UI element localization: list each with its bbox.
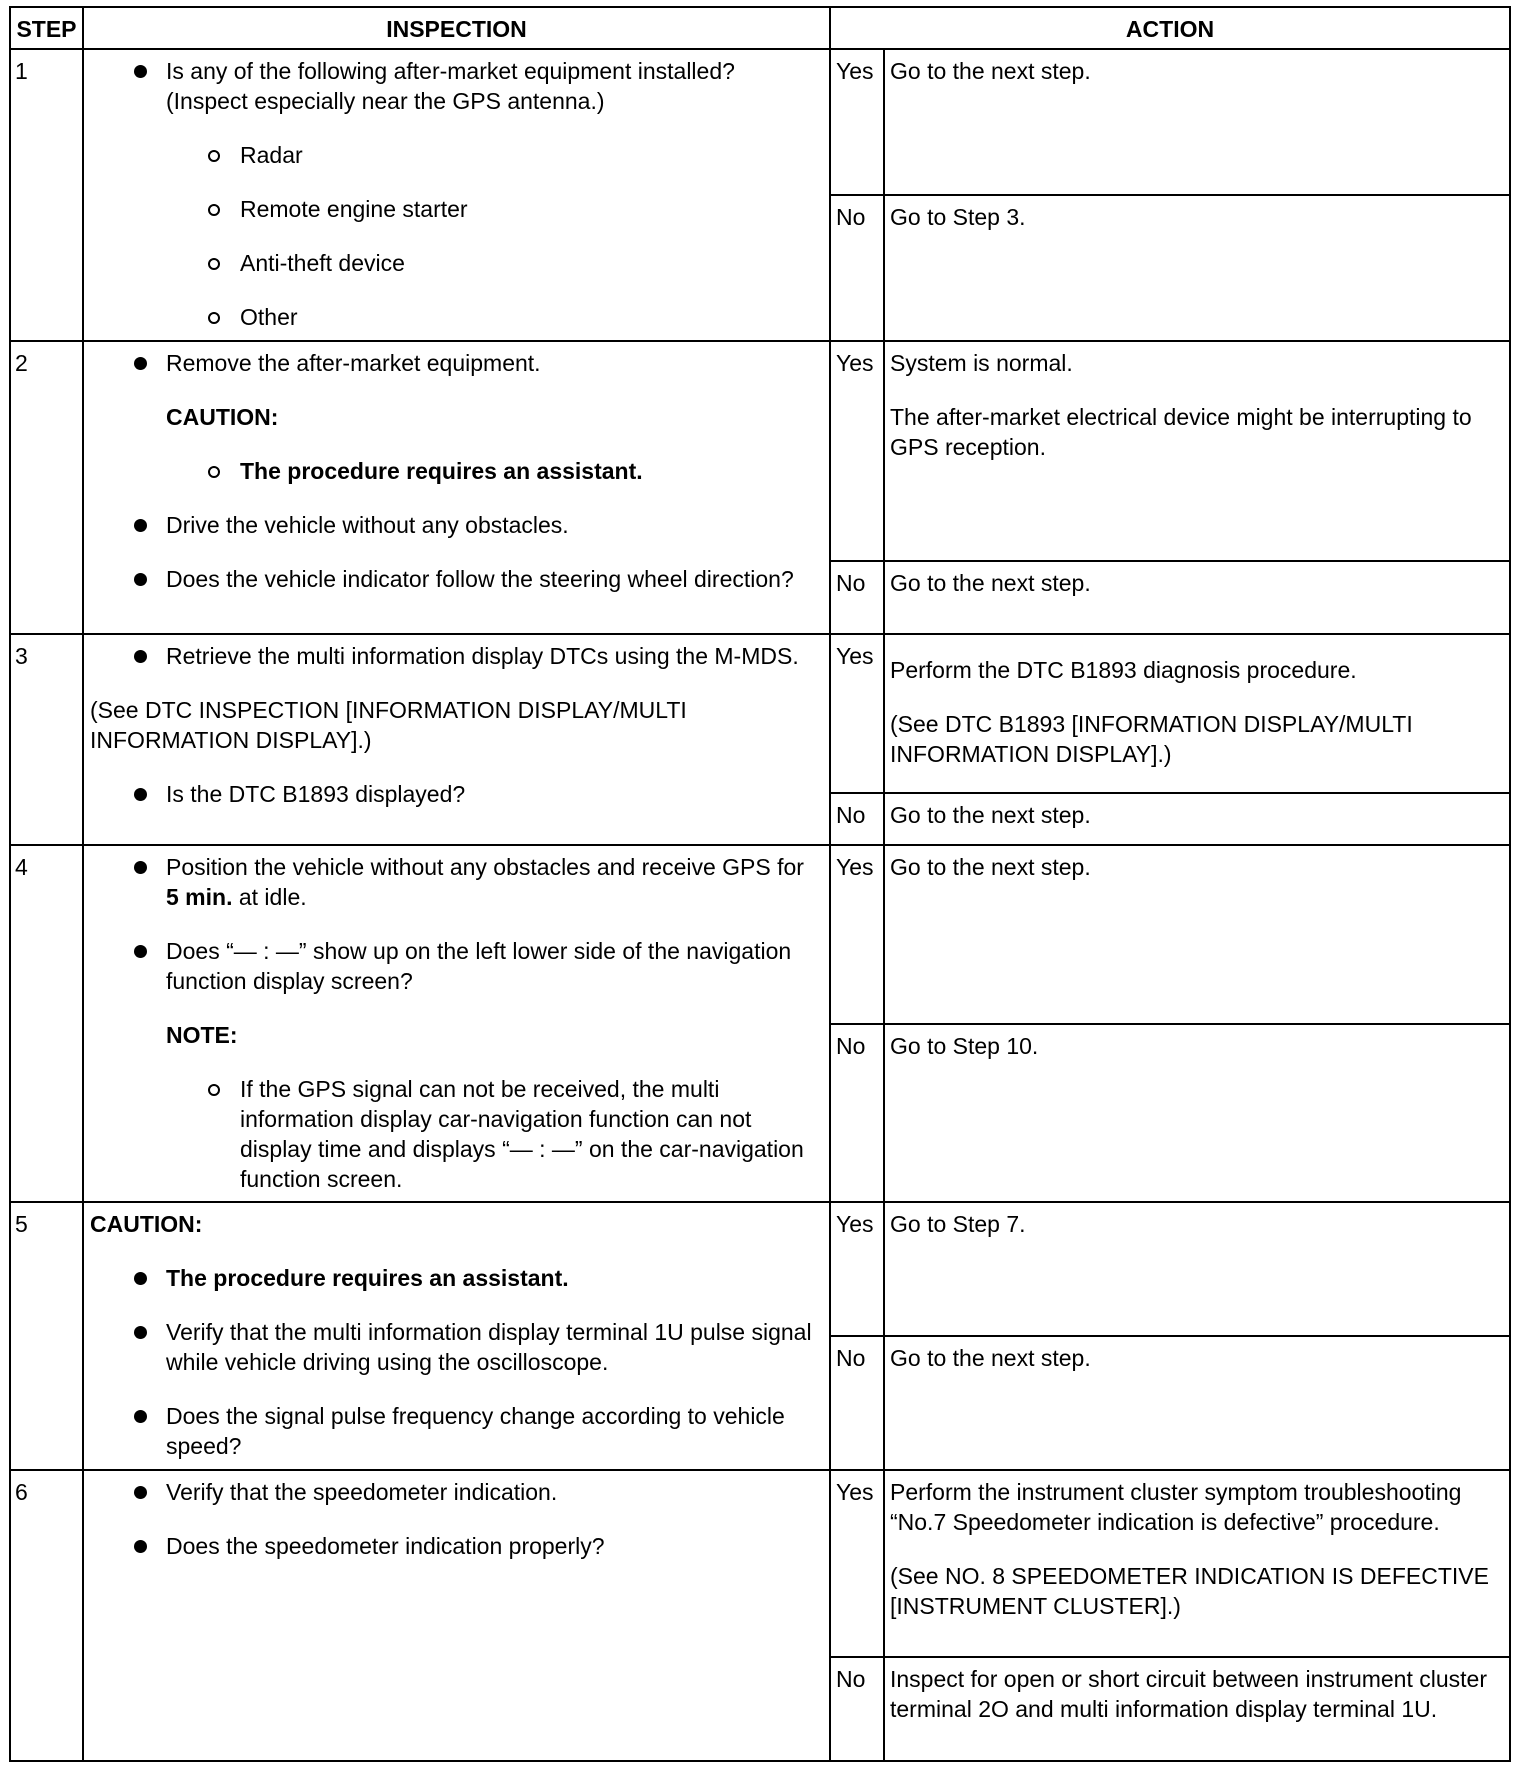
action-no: Inspect for open or short circuit between instrument cluster terminal 2O and multi information display terminal 1U. xyxy=(884,1657,1510,1761)
action-text: (See DTC B1893 [INFORMATION DISPLAY/MULTI INFORMATION DISPLAY].) xyxy=(890,711,1413,767)
sub-bullet-item: Remote engine starter xyxy=(90,194,815,224)
action-text: Perform the instrument cluster symptom troubleshooting “No.7 Speedometer indication is defective” procedure. xyxy=(890,1479,1462,1535)
bullet-text-bold: 5 min. xyxy=(166,884,233,910)
step-number: 6 xyxy=(10,1470,83,1761)
action-yes: Go to Step 7. xyxy=(884,1202,1510,1336)
header-step: STEP xyxy=(10,7,83,49)
header-action: ACTION xyxy=(830,7,1510,49)
troubleshooting-page xyxy=(9,6,1509,1762)
step-4-inspection xyxy=(83,845,830,1202)
bullet-item: Verify that the multi information display terminal 1U pulse signal while vehicle driving using the oscilloscope. xyxy=(90,1317,815,1377)
sub-bullet-item: Anti-theft device xyxy=(90,248,815,278)
bullet-item: Does the signal pulse frequency change according to vehicle speed? xyxy=(90,1401,815,1461)
step-5-yes-row xyxy=(10,1202,1510,1336)
caution-label: CAUTION: xyxy=(90,1211,203,1237)
action-no: Go to Step 10. xyxy=(884,1024,1510,1202)
see-reference: (See DTC INSPECTION [INFORMATION DISPLAY/MULTI INFORMATION DISPLAY].) xyxy=(90,697,687,753)
step-5-inspection xyxy=(83,1202,830,1470)
sub-bullet-item: Other xyxy=(90,302,815,332)
action-no: Go to the next step. xyxy=(884,1336,1510,1470)
step-3-yes-row xyxy=(10,634,1510,793)
answer-yes: Yes xyxy=(830,1470,884,1657)
bullet-text: Position the vehicle without any obstacles and receive GPS for xyxy=(166,854,804,880)
step-1-yes-row xyxy=(10,49,1510,195)
answer-no: No xyxy=(830,793,884,845)
header-inspection: INSPECTION xyxy=(83,7,830,49)
bullet-item: Is the DTC B1893 displayed? xyxy=(90,779,815,809)
step-number: 5 xyxy=(10,1202,83,1470)
bullet-text: at idle. xyxy=(232,884,307,910)
bullet-item: Remove the after-market equipment. xyxy=(90,348,815,378)
action-no: Go to the next step. xyxy=(884,793,1510,845)
answer-yes: Yes xyxy=(830,49,884,195)
step-6-yes-row xyxy=(10,1470,1510,1657)
step-number: 1 xyxy=(10,49,83,341)
answer-no: No xyxy=(830,195,884,341)
bullet-item: Is any of the following after-market equipment installed? (Inspect especially near the GPS antenna.) xyxy=(90,56,815,116)
bullet-item xyxy=(90,852,815,912)
action-text: System is normal. xyxy=(890,350,1073,376)
action-yes xyxy=(884,634,1510,793)
answer-no: No xyxy=(830,1336,884,1470)
step-number: 3 xyxy=(10,634,83,845)
answer-no: No xyxy=(830,1657,884,1761)
action-yes xyxy=(884,341,1510,561)
answer-yes: Yes xyxy=(830,341,884,561)
step-number: 4 xyxy=(10,845,83,1202)
action-yes: Go to the next step. xyxy=(884,845,1510,1024)
bullet-item: Does the speedometer indication properly? xyxy=(90,1531,815,1561)
action-text: The after-market electrical device might be interrupting to GPS reception. xyxy=(890,404,1472,460)
step-4-yes-row xyxy=(10,845,1510,1024)
header-row xyxy=(10,7,1510,49)
bullet-item: Verify that the speedometer indication. xyxy=(90,1477,815,1507)
note-item: If the GPS signal can not be received, the multi information display car-navigation function can not display time and displays “— : —” on the car-navigation function screen. xyxy=(90,1074,815,1194)
step-number: 2 xyxy=(10,341,83,634)
step-1-inspection xyxy=(83,49,830,341)
action-text: (See NO. 8 SPEEDOMETER INDICATION IS DEFECTIVE [INSTRUMENT CLUSTER].) xyxy=(890,1563,1489,1619)
sub-bullet-item: Radar xyxy=(90,140,815,170)
action-yes xyxy=(884,1470,1510,1657)
step-3-inspection xyxy=(83,634,830,845)
action-text: Perform the DTC B1893 diagnosis procedure. xyxy=(890,657,1357,683)
caution-item: The procedure requires an assistant. xyxy=(90,1263,815,1293)
step-6-inspection xyxy=(83,1470,830,1761)
answer-yes: Yes xyxy=(830,634,884,793)
bullet-item: Does the vehicle indicator follow the steering wheel direction? xyxy=(90,564,815,594)
action-no: Go to Step 3. xyxy=(884,195,1510,341)
step-2-inspection xyxy=(83,341,830,634)
action-no: Go to the next step. xyxy=(884,561,1510,634)
answer-yes: Yes xyxy=(830,845,884,1024)
bullet-item: Retrieve the multi information display DTCs using the M-MDS. xyxy=(90,641,815,671)
diagnostic-table xyxy=(9,6,1511,1762)
action-yes: Go to the next step. xyxy=(884,49,1510,195)
answer-no: No xyxy=(830,561,884,634)
answer-yes: Yes xyxy=(830,1202,884,1336)
answer-no: No xyxy=(830,1024,884,1202)
bullet-item: Drive the vehicle without any obstacles. xyxy=(90,510,815,540)
note-label: NOTE: xyxy=(166,1022,238,1048)
caution-item: The procedure requires an assistant. xyxy=(90,456,815,486)
step-2-yes-row xyxy=(10,341,1510,561)
caution-label: CAUTION: xyxy=(166,404,279,430)
bullet-item: Does “— : —” show up on the left lower side of the navigation function display screen? xyxy=(90,936,815,996)
